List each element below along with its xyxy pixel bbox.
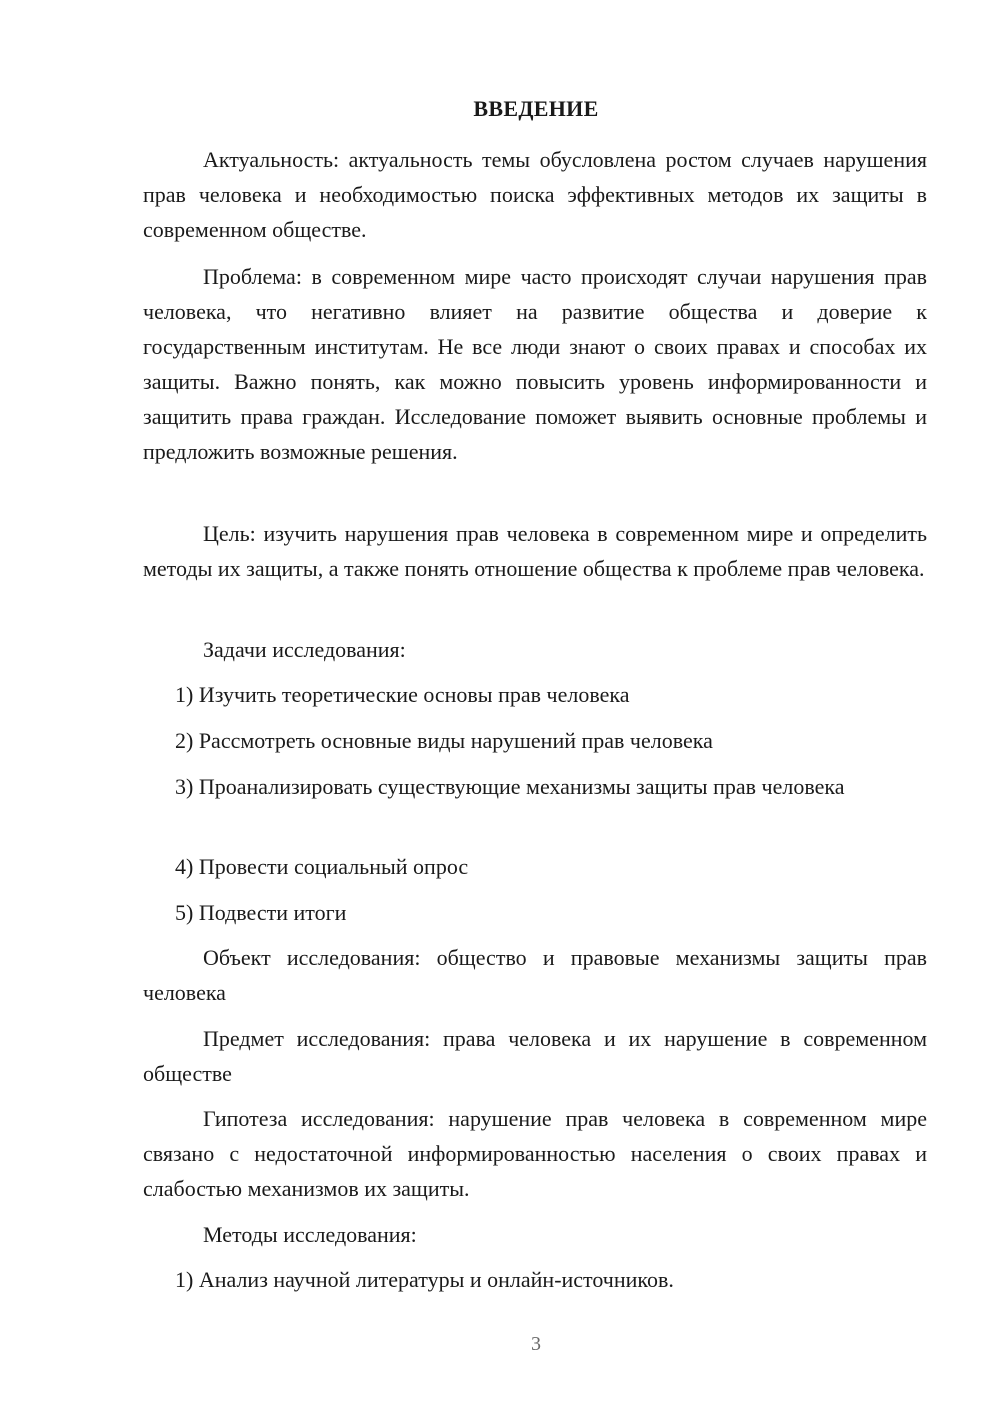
object-paragraph: Объект исследования: общество и правовые механизмы защиты прав человека xyxy=(143,945,927,1005)
task-item: 3) Проанализировать существующие механизмы защиты прав человека xyxy=(175,774,845,799)
hypothesis-paragraph: Гипотеза исследования: нарушение прав человека в современном мире связано с недостаточной информированностью населения о своих правах и слабостью механизмов их защиты. xyxy=(143,1106,927,1201)
task-item: 1) Изучить теоретические основы прав человека xyxy=(175,682,630,707)
relevance-paragraph: Актуальность: актуальность темы обусловлена ростом случаев нарушения прав человека и необходимостью поиска эффективных методов их защиты в современном обществе. xyxy=(143,147,927,242)
methods-label: Методы исследования: xyxy=(203,1222,417,1247)
task-item: 4) Провести социальный опрос xyxy=(175,854,469,879)
task-item: 2) Рассмотреть основные виды нарушений прав человека xyxy=(175,728,713,753)
subject-paragraph: Предмет исследования: права человека и их нарушение в современном обществе xyxy=(143,1026,927,1086)
page-title: ВВЕДЕНИЕ xyxy=(473,96,599,121)
method-item: 1) Анализ научной литературы и онлайн-источников. xyxy=(175,1267,674,1292)
tasks-label: Задачи исследования: xyxy=(203,637,406,662)
goal-paragraph: Цель: изучить нарушения прав человека в современном мире и определить методы их защиты, а также понять отношение общества к проблеме прав человека. xyxy=(143,521,927,581)
task-item: 5) Подвести итоги xyxy=(175,900,347,925)
page-number: 3 xyxy=(531,1333,541,1355)
problem-paragraph: Проблема: в современном мире часто происходят случаи нарушения прав человека, что негативно влияет на развитие общества и доверие к государственным институтам. Не все люди знают о своих правах и способах их защиты. Важно понять, как можно повысить уровень информированности и защитить права граждан. Исследование поможет выявить основные проблемы и предложить возможные решения. xyxy=(143,264,927,464)
